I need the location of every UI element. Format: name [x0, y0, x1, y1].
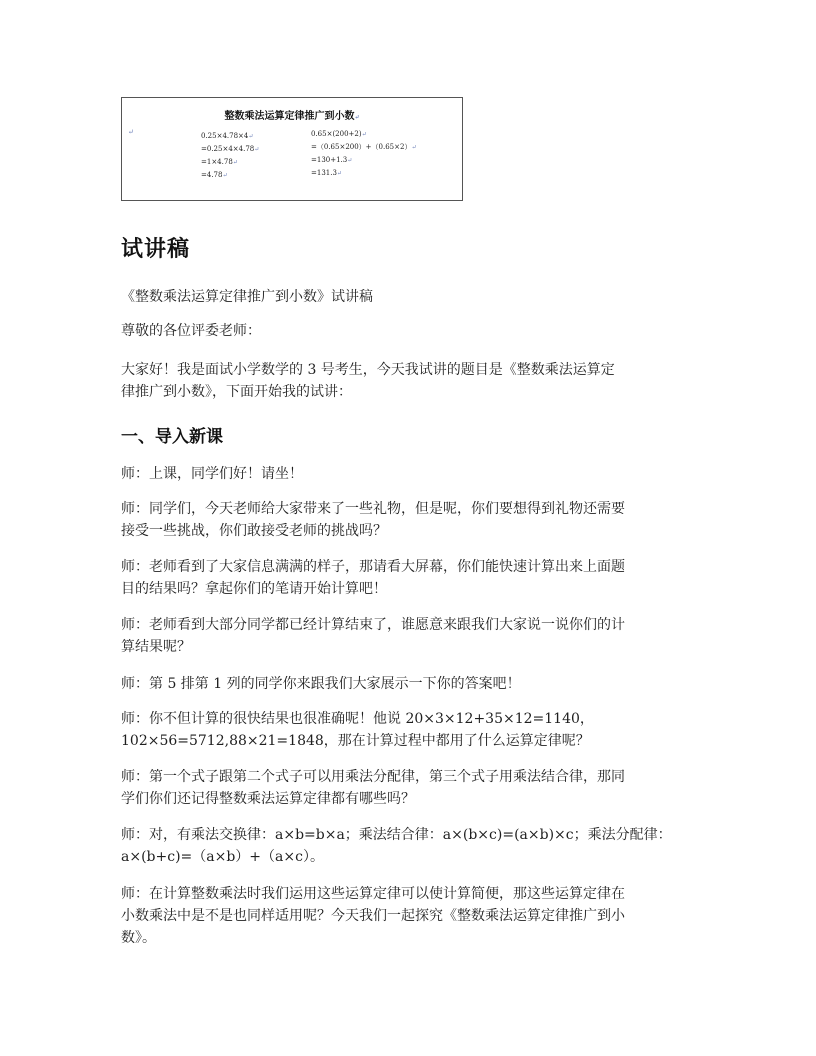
text-line: 师：老师看到大部分同学都已经计算结束了，谁愿意来跟我们大家说一说你们的计 — [121, 617, 625, 633]
text-line: 接受一些挑战，你们敢接受老师的挑战吗？ — [121, 523, 387, 539]
board-line: 0.25×4.78×4↵ — [201, 132, 254, 140]
text-line: 学们你们还记得整数乘法运算定律都有哪些吗？ — [121, 791, 415, 807]
greeting-paragraph: 尊敬的各位评委老师： — [121, 323, 261, 339]
paragraph — [121, 766, 701, 810]
text-line: 师：对，有乘法交换律：a×b=b×a；乘法结合律：a×(b×c)=(a×b)×c；乘法分配律： — [121, 827, 672, 843]
blackboard-figure — [121, 97, 463, 201]
paragraph-mark-icon: ↵ — [336, 170, 342, 177]
paragraph-mark-icon: ↵ — [411, 144, 417, 151]
text-line: 师：第一个式子跟第二个式子可以用乘法分配律，第三个式子用乘法结合律，那同 — [121, 769, 625, 785]
text-line: 数》。 — [121, 930, 156, 946]
board-line: =0.25×4×4.78↵ — [201, 145, 260, 153]
text-line: 师：你不但计算的很快结果也很准确呢！他说 20×3×12+35×12=1140， — [121, 711, 594, 727]
board-line: =（0.65×200）+（0.65×2）↵ — [311, 143, 417, 151]
board-line: 0.65×(200+2)↵ — [311, 130, 367, 138]
text-line: a×(b+c)=（a×b）+（a×c）。 — [121, 849, 324, 865]
text-line: 目的结果吗？拿起你们的笔请开始计算吧！ — [121, 581, 387, 597]
paragraph-mark-icon: ↵ — [254, 146, 260, 153]
board-line: =4.78↵ — [201, 171, 228, 179]
paragraph — [121, 556, 701, 600]
intro-paragraph — [121, 359, 701, 403]
text-line: 102×56=5712,88×21=1848，那在计算过程中都用了什么运算定律呢？ — [121, 733, 590, 749]
paragraph — [121, 883, 701, 949]
text-line: 算结果呢？ — [121, 639, 191, 655]
paragraph-mark-icon: ↵ — [354, 114, 360, 121]
text-line: 大家好！我是面试小学数学的 3 号考生，今天我试讲的题目是《整数乘法运算定 — [121, 362, 615, 378]
paragraph-mark-icon: ↵ — [361, 131, 367, 138]
text-line: 小数乘法中是不是也同样适用呢？今天我们一起探究《整数乘法运算定律推广到小 — [121, 908, 625, 924]
board-line: =130+1.3↵ — [311, 156, 353, 164]
paragraph — [121, 824, 701, 868]
paragraph: 师：第 5 排第 1 列的同学你来跟我们大家展示一下你的答案吧！ — [121, 676, 521, 692]
paragraph — [121, 614, 701, 658]
text-line: 律推广到小数》，下面开始我的试讲： — [121, 384, 352, 400]
board-line: =131.3↵ — [311, 169, 342, 177]
paragraph-mark-icon: ↵ — [248, 133, 254, 140]
paragraph-mark-icon: ↵ — [347, 157, 353, 164]
paragraph-mark-icon: ↵ — [232, 159, 238, 166]
board-line: =1×4.78↵ — [201, 158, 238, 166]
text-line: 师：老师看到了大家信息满满的样子，那请看大屏幕，你们能快速计算出来上面题 — [121, 559, 625, 575]
paragraph — [121, 708, 701, 752]
section-heading: 一、导入新课 — [121, 427, 223, 447]
subtitle-paragraph: 《整数乘法运算定律推广到小数》试讲稿 — [121, 289, 373, 305]
board-right-column — [311, 128, 416, 180]
paragraph — [121, 498, 701, 542]
text-line: 师：在计算整数乘法时我们运用这些运算定律可以使计算简便，那这些运算定律在 — [121, 886, 625, 902]
board-title: 整数乘法运算定律推广到小数↵ — [224, 111, 360, 122]
text-line: 师：同学们，今天老师给大家带来了一些礼物，但是呢，你们要想得到礼物还需要 — [121, 501, 625, 517]
paragraph-mark-icon: ↵ — [222, 172, 228, 179]
document-title: 试讲稿 — [121, 236, 191, 262]
paragraph: 师：上课，同学们好！请坐！ — [121, 466, 303, 482]
paragraph-mark-icon: ↵ — [128, 128, 134, 136]
board-left-column — [201, 130, 259, 182]
